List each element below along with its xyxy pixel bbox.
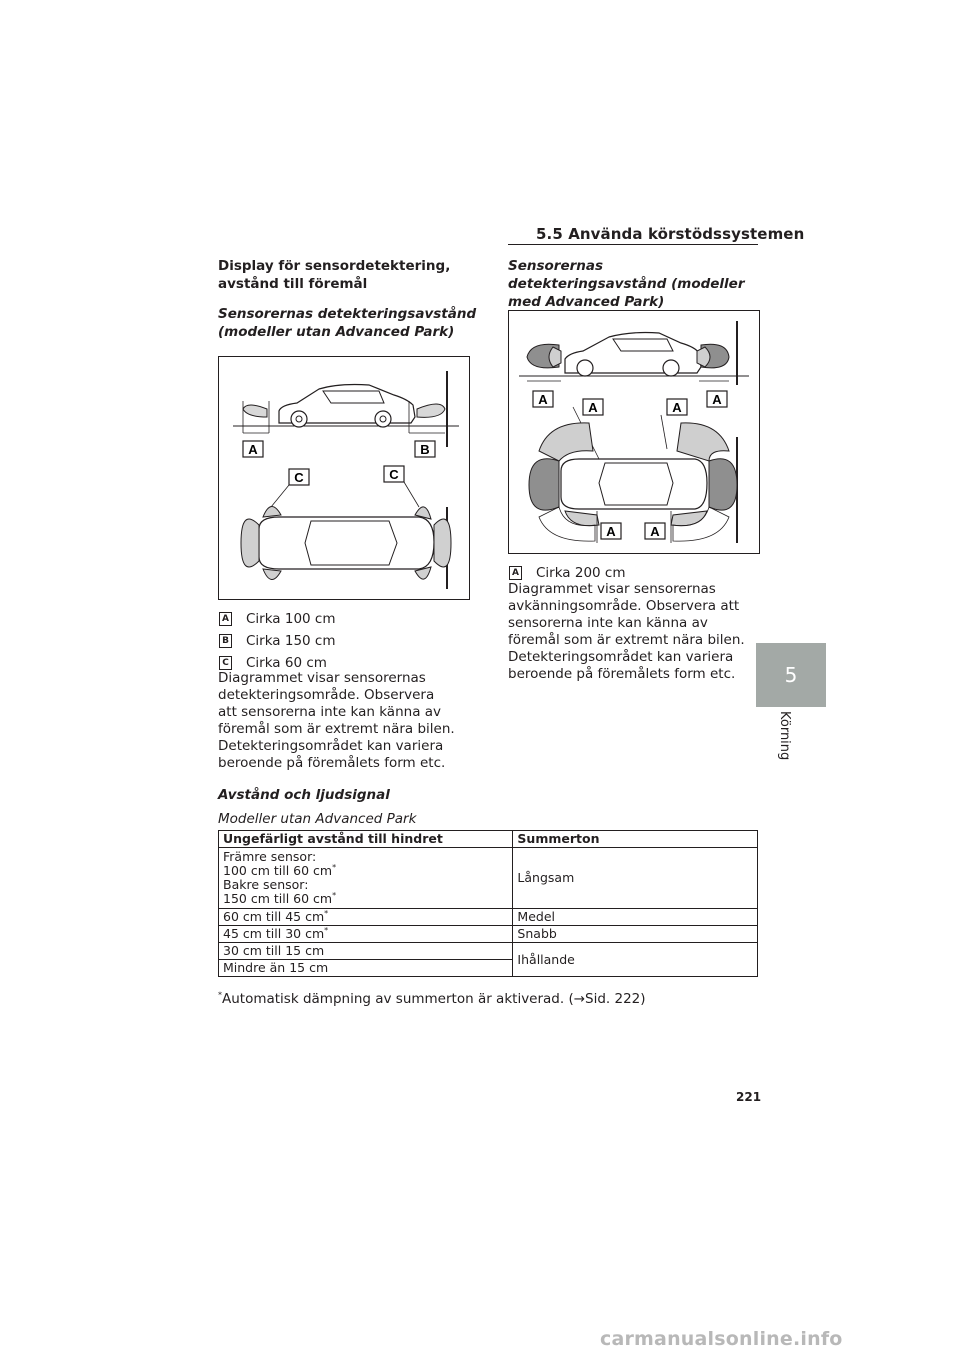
row1-line2-wrap bbox=[223, 864, 508, 878]
table-row bbox=[219, 909, 758, 926]
table-cell-tone: Medel bbox=[513, 909, 758, 926]
table-cell-tone: Snabb bbox=[513, 926, 758, 943]
page-number: 221 bbox=[736, 1090, 762, 1104]
chapter-tab bbox=[756, 643, 826, 707]
right-sensor-figure bbox=[508, 310, 760, 554]
legend-key-a: A bbox=[509, 566, 522, 580]
watermark: carmanualsonline.info bbox=[600, 1328, 843, 1350]
legend-key-a: A bbox=[219, 612, 232, 626]
fig-right-label-a4: A bbox=[712, 392, 722, 407]
fig-right-label-a2: A bbox=[588, 400, 598, 415]
asterisk: * bbox=[332, 862, 337, 872]
fig-right-label-a6: A bbox=[650, 524, 660, 539]
right-paragraph-1: Diagrammet visar sensorernas avkänningsområde. Observera att sensorerna inte kan känna av föremål som är extremt nära bilen. bbox=[508, 581, 745, 648]
row1-line4: 150 cm till 60 cm bbox=[223, 891, 333, 906]
table-header-row bbox=[219, 831, 758, 848]
table-cell-distance: Mindre än 15 cm bbox=[219, 960, 513, 977]
section-title: 5.5 Använda körstödssystemen bbox=[536, 225, 805, 243]
table-cell-distance bbox=[219, 909, 513, 926]
left-sensor-diagram bbox=[219, 357, 469, 599]
left-subheading: Sensorernas detekteringsavstånd (modeller utan Advanced Park) bbox=[218, 306, 477, 340]
legend-item bbox=[218, 632, 478, 649]
fig-left-label-a: A bbox=[248, 442, 258, 457]
legend-text: Cirka 60 cm bbox=[246, 654, 327, 671]
row1-line4-wrap bbox=[223, 892, 508, 906]
left-paragraph-1: Diagrammet visar sensorernas detekteringsområde. Observera att sensorerna inte kan känna av föremål som är extremt nära bilen. bbox=[218, 670, 455, 737]
distance-table-wrap bbox=[218, 830, 758, 977]
table-cell-distance: 30 cm till 15 cm bbox=[219, 943, 513, 960]
right-sensor-diagram bbox=[509, 311, 759, 553]
table-cell-tone: Långsam bbox=[513, 848, 758, 909]
col-header-distance: Ungefärligt avstånd till hindret bbox=[219, 831, 513, 848]
legend-item bbox=[508, 564, 758, 581]
fig-left-label-b: B bbox=[420, 442, 430, 457]
footnote-text: Automatisk dämpning av summerton är aktiverad. (→Sid. 222) bbox=[222, 991, 646, 1007]
legend-text: Cirka 200 cm bbox=[536, 564, 626, 581]
fig-right-label-a3: A bbox=[672, 400, 682, 415]
chapter-tab-number: 5 bbox=[784, 663, 798, 687]
table-cell-tone: Ihållande bbox=[513, 943, 758, 977]
left-paragraph-2: Detekteringsområdet kan variera beroende på föremålets form etc. bbox=[218, 738, 446, 771]
chapter-tab-label: Körning bbox=[777, 711, 792, 761]
row1-line1: Främre sensor: bbox=[223, 849, 317, 864]
fig-left-label-c2: C bbox=[389, 467, 399, 482]
asterisk: * bbox=[332, 890, 337, 900]
footnote bbox=[218, 991, 646, 1008]
row1-line2: 100 cm till 60 cm bbox=[223, 863, 333, 878]
legend-key-b: B bbox=[219, 634, 232, 648]
legend-item bbox=[218, 610, 478, 627]
header-rule bbox=[508, 244, 758, 245]
legend-key-c: C bbox=[219, 656, 232, 670]
legend-text: Cirka 100 cm bbox=[246, 610, 336, 627]
footnote-mark: * bbox=[218, 990, 222, 1000]
left-sensor-figure bbox=[218, 356, 470, 600]
table-row bbox=[219, 926, 758, 943]
row1-line3: Bakre sensor: bbox=[223, 877, 309, 892]
legend-text: Cirka 150 cm bbox=[246, 632, 336, 649]
asterisk: * bbox=[324, 908, 329, 918]
right-paragraph-2: Detekteringsområdet kan variera beroende på föremålets form etc. bbox=[508, 649, 736, 682]
left-legend bbox=[218, 610, 478, 671]
distance-subheading: Modeller utan Advanced Park bbox=[218, 811, 417, 827]
asterisk: * bbox=[324, 925, 329, 935]
table-cell-distance bbox=[219, 926, 513, 943]
distance-heading: Avstånd och ljudsignal bbox=[218, 787, 390, 803]
right-subheading: Sensorernas detekteringsavstånd (modeller med Advanced Park) bbox=[508, 258, 745, 310]
table-row bbox=[219, 848, 758, 909]
fig-left-label-c1: C bbox=[294, 470, 304, 485]
row3-dist: 45 cm till 30 cm bbox=[223, 926, 325, 941]
legend-item bbox=[218, 654, 478, 671]
distance-table bbox=[218, 830, 758, 977]
table-row bbox=[219, 943, 758, 960]
main-heading: Display för sensordetektering, avstånd till föremål bbox=[218, 258, 451, 292]
row2-dist: 60 cm till 45 cm bbox=[223, 909, 325, 924]
col-header-tone: Summerton bbox=[513, 831, 758, 848]
fig-right-label-a5: A bbox=[606, 524, 616, 539]
fig-right-label-a1: A bbox=[538, 392, 548, 407]
table-cell-distance bbox=[219, 848, 513, 909]
right-legend bbox=[508, 564, 758, 581]
